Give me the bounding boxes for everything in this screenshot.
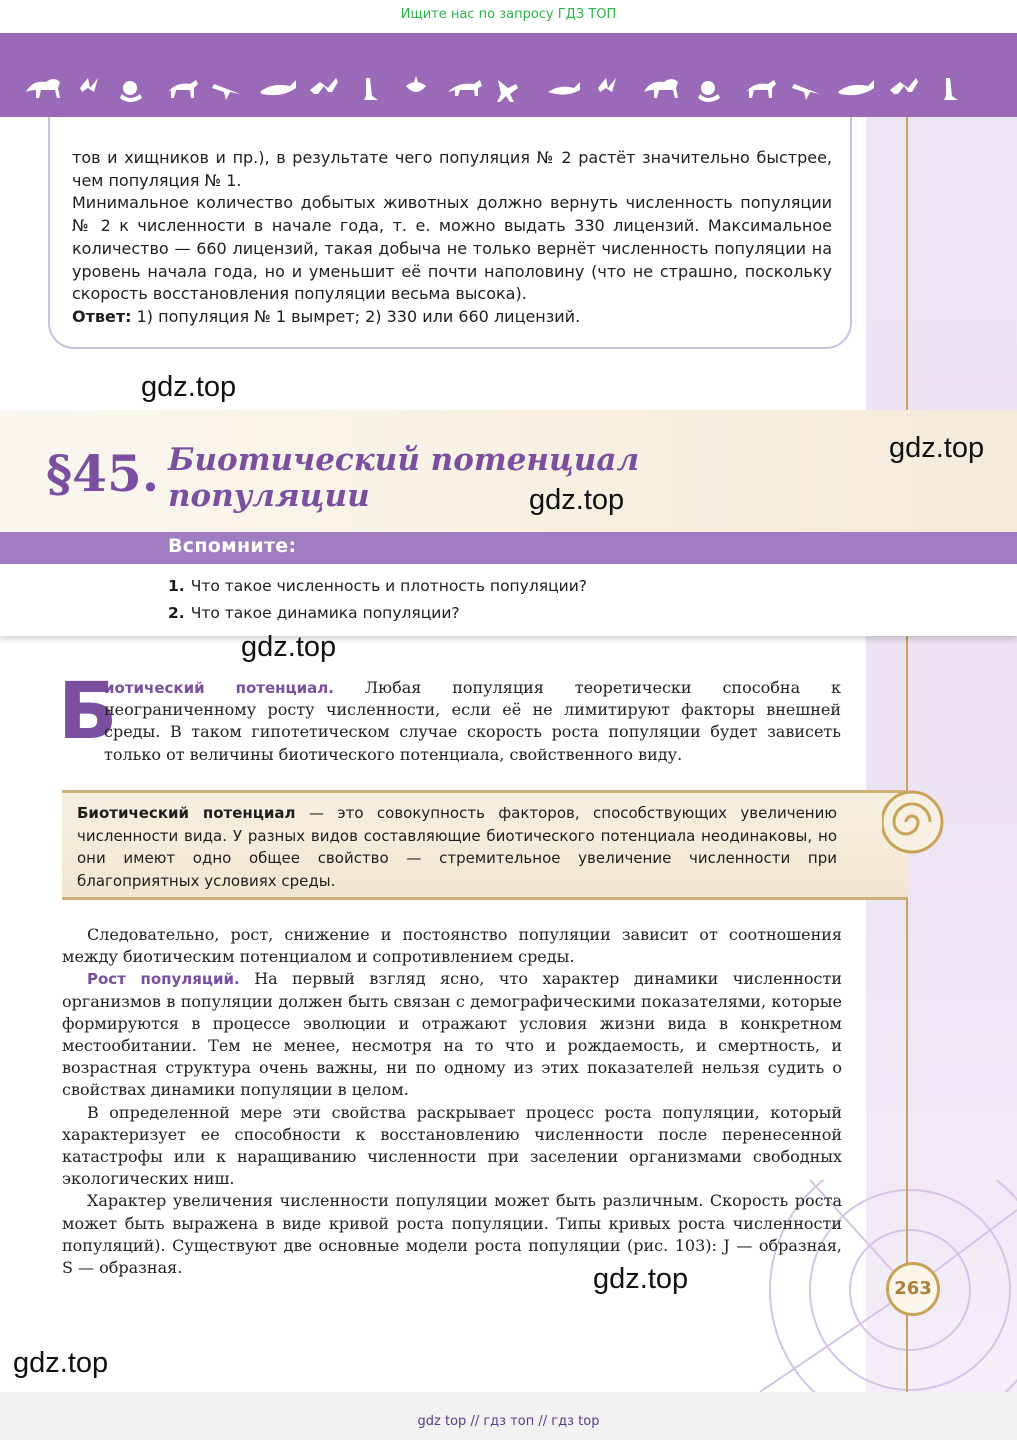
recall-question <box>168 577 587 595</box>
answer-label: Ответ: <box>72 306 132 326</box>
page-number: 263 <box>886 1262 940 1316</box>
growth-text: На первый взгляд ясно, что характер динамики численности организмов в популяции должен быть связан с демографическими показателями, которые формируются в процессе эволюции и отражают условия жизни вида в конкретном местообитании. Тем не менее, несмотря на то что и рождаемость, и смертность, и возрастная структура очень важны, ни по одному из этих показателей нельзя судить о свойствах динамики популяции в целом. <box>62 969 843 1100</box>
drop-cap: Б <box>58 667 118 757</box>
footer-separator: // <box>470 1414 480 1429</box>
watermark: gdz.top <box>889 432 985 464</box>
footer-links <box>0 1414 1017 1429</box>
definition-text <box>77 802 837 892</box>
footer-link[interactable]: гдз топ <box>483 1414 535 1429</box>
shell-spiral-icon <box>882 778 962 868</box>
growth-term: Рост популяций. <box>87 970 240 989</box>
question-number: 1. <box>168 577 185 595</box>
gold-margin-line <box>906 117 908 1392</box>
body-paragraph: В определенной мере эти свойства раскрывает процесс роста популяции, который характеризует ее способности к восстановлению численности после перенесенной катастрофы или к наращиванию численности при заселении организмами свободных экологических ниш. <box>62 1102 842 1189</box>
watermark: gdz.top <box>141 371 237 403</box>
recall-box <box>0 564 1017 636</box>
body-paragraph: Характер увеличения численности популяции может быть различным. Скорость роста может быть выражена в виде кривой роста популяции. Типы кривых роста численности популяций). Существуют две основные модели роста популяции (рис. 103): J — образная, S — образная. <box>62 1191 842 1278</box>
watermark: gdz.top <box>529 484 625 516</box>
watermark: gdz.top <box>13 1347 109 1379</box>
recall-bar <box>0 532 1017 564</box>
section-number: §45. <box>46 444 160 503</box>
intro-text: Любая популяция теоретически способна к неограниченному росту численности, если её не лимитируют факторы внешней среды. В таком гипотетическом случае скорость роста популяции будет зависеть только от величины биотического потенциала, свойственного виду. <box>104 678 841 764</box>
answer-final <box>72 306 832 329</box>
section-title-line2: популяции <box>168 478 370 514</box>
body-paragraph: Следовательно, рост, снижение и постоянство популяции зависит от соотношения между биотическим потенциалом и сопротивлением среды. <box>62 925 842 967</box>
body-text <box>62 924 842 1279</box>
answer-line: Минимальное количество добытых животных должно вернуть численность популяции № 2 к численности в начале года, т. е. можно выдать 330 лицензий. Максимальное количество — 660 лицензий, такая добыча не только вернёт численность популяции на уровень начала года, но и уменьшит её почти наполовину (что не страшно, поскольку скорость восстановления популяции весьма высока). <box>72 193 832 304</box>
intro-paragraph-first <box>104 677 841 766</box>
footer-link[interactable]: гдз top <box>551 1414 600 1429</box>
answer-value: 1) популяция № 1 вымрет; 2) 330 или 660 лицензий. <box>131 306 581 326</box>
watermark: gdz.top <box>241 631 337 663</box>
search-hint-link[interactable]: Ищите нас по запросу ГДЗ ТОП <box>400 7 617 22</box>
question-text: Что такое динамика популяции? <box>190 604 460 622</box>
footer-separator: // <box>538 1414 548 1429</box>
footer-link[interactable]: gdz top <box>417 1414 467 1429</box>
question-text: Что такое численность и плотность популяции? <box>190 577 588 595</box>
question-number: 2. <box>168 604 185 622</box>
watermark: gdz.top <box>593 1263 689 1295</box>
animal-silhouettes-icon <box>18 48 998 112</box>
section-title-line1: Биотический потенциал <box>168 442 640 478</box>
intro-term: иотический потенциал. <box>104 679 334 697</box>
recall-question <box>168 604 460 622</box>
recall-label: Вспомните: <box>168 535 297 557</box>
definition-body: — это совокупность факторов, способствующих увеличению численности вида. У разных видов составляющие биотического потенциала неодинаковы, но они имеют одно общее свойство — стремительное увеличение численности при благоприятных условиях среды. <box>77 804 837 890</box>
body-paragraph <box>62 968 842 1101</box>
answer-text <box>72 147 832 329</box>
answer-line: тов и хищников и пр.), в результате чего популяция № 2 растёт значительно быстрее, чем популяция № 1. <box>72 148 832 190</box>
definition-term: Биотический потенциал <box>77 804 296 822</box>
